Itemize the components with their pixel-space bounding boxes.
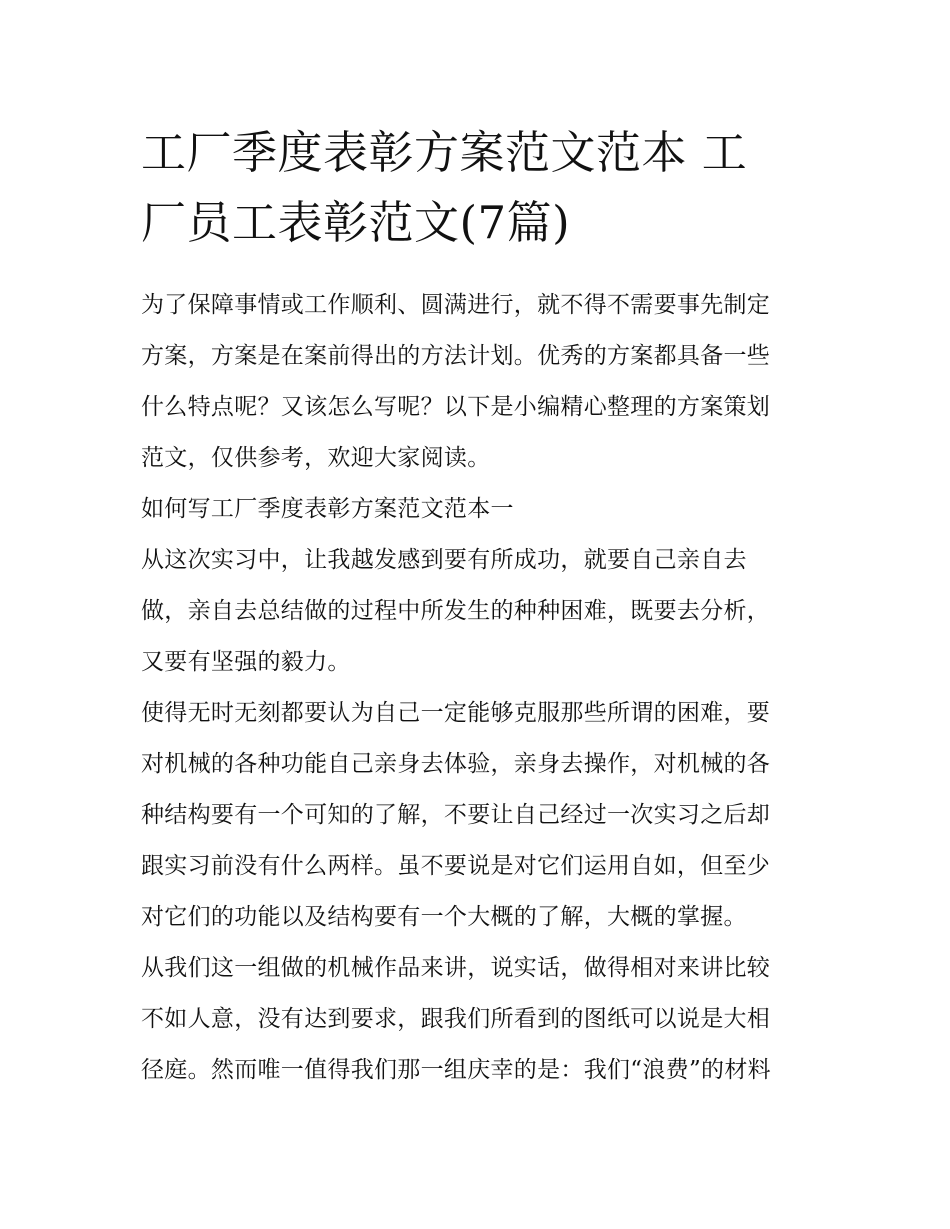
section-heading-text: 如何写工厂季度表彰方案范文范本一 [141,496,514,522]
paragraph-line: 不如人意，没有达到要求，跟我们所看到的图纸可以说是大相 [141,1006,771,1032]
paragraph-line: 种结构要有一个可知的了解，不要让自己经过一次实习之后却 [141,802,771,828]
paragraph-line: 从我们这一组做的机械作品来讲，说实话，做得相对来讲比较 [141,955,771,981]
section-heading [141,484,813,535]
paragraph-line: 又要有坚强的毅力。 [141,649,351,675]
title-line-2: 厂员工表彰范文(7篇) [141,196,571,249]
paragraph-line: 对它们的功能以及结构要有一个大概的了解，大概的掌握。 [141,904,747,930]
body-paragraph-2 [141,688,813,943]
document-body [141,280,813,1096]
paragraph-line: 对机械的各种功能自己亲身去体验，亲身去操作，对机械的各 [141,751,771,777]
paragraph-line: 从这次实习中，让我越发感到要有所成功，就要自己亲自去 [141,547,747,573]
paragraph-line: 什么特点呢？又该怎么写呢？以下是小编精心整理的方案策划 [141,394,771,420]
paragraph-line: 做，亲自去总结做的过程中所发生的种种困难，既要去分析， [141,598,771,624]
body-paragraph-1 [141,535,813,688]
paragraph-line: 范文，仅供参考，欢迎大家阅读。 [141,445,491,471]
paragraph-line: 跟实习前没有什么两样。虽不要说是对它们运用自如，但至少 [141,853,771,879]
title-line-1: 工厂季度表彰方案范文范本 工 [141,126,748,179]
paragraph-line: 使得无时无刻都要认为自己一定能够克服那些所谓的困难，要 [141,700,771,726]
document-title [141,118,813,258]
paragraph-line: 为了保障事情或工作顺利、圆满进行，就不得不需要事先制定 [141,292,771,318]
paragraph-line: 径庭。然而唯一值得我们那一组庆幸的是：我们“浪费”的材料 [141,1057,771,1083]
document-content [141,118,813,1096]
body-paragraph-3 [141,943,813,1096]
intro-paragraph [141,280,813,484]
paragraph-line: 方案，方案是在案前得出的方法计划。优秀的方案都具备一些 [141,343,771,369]
